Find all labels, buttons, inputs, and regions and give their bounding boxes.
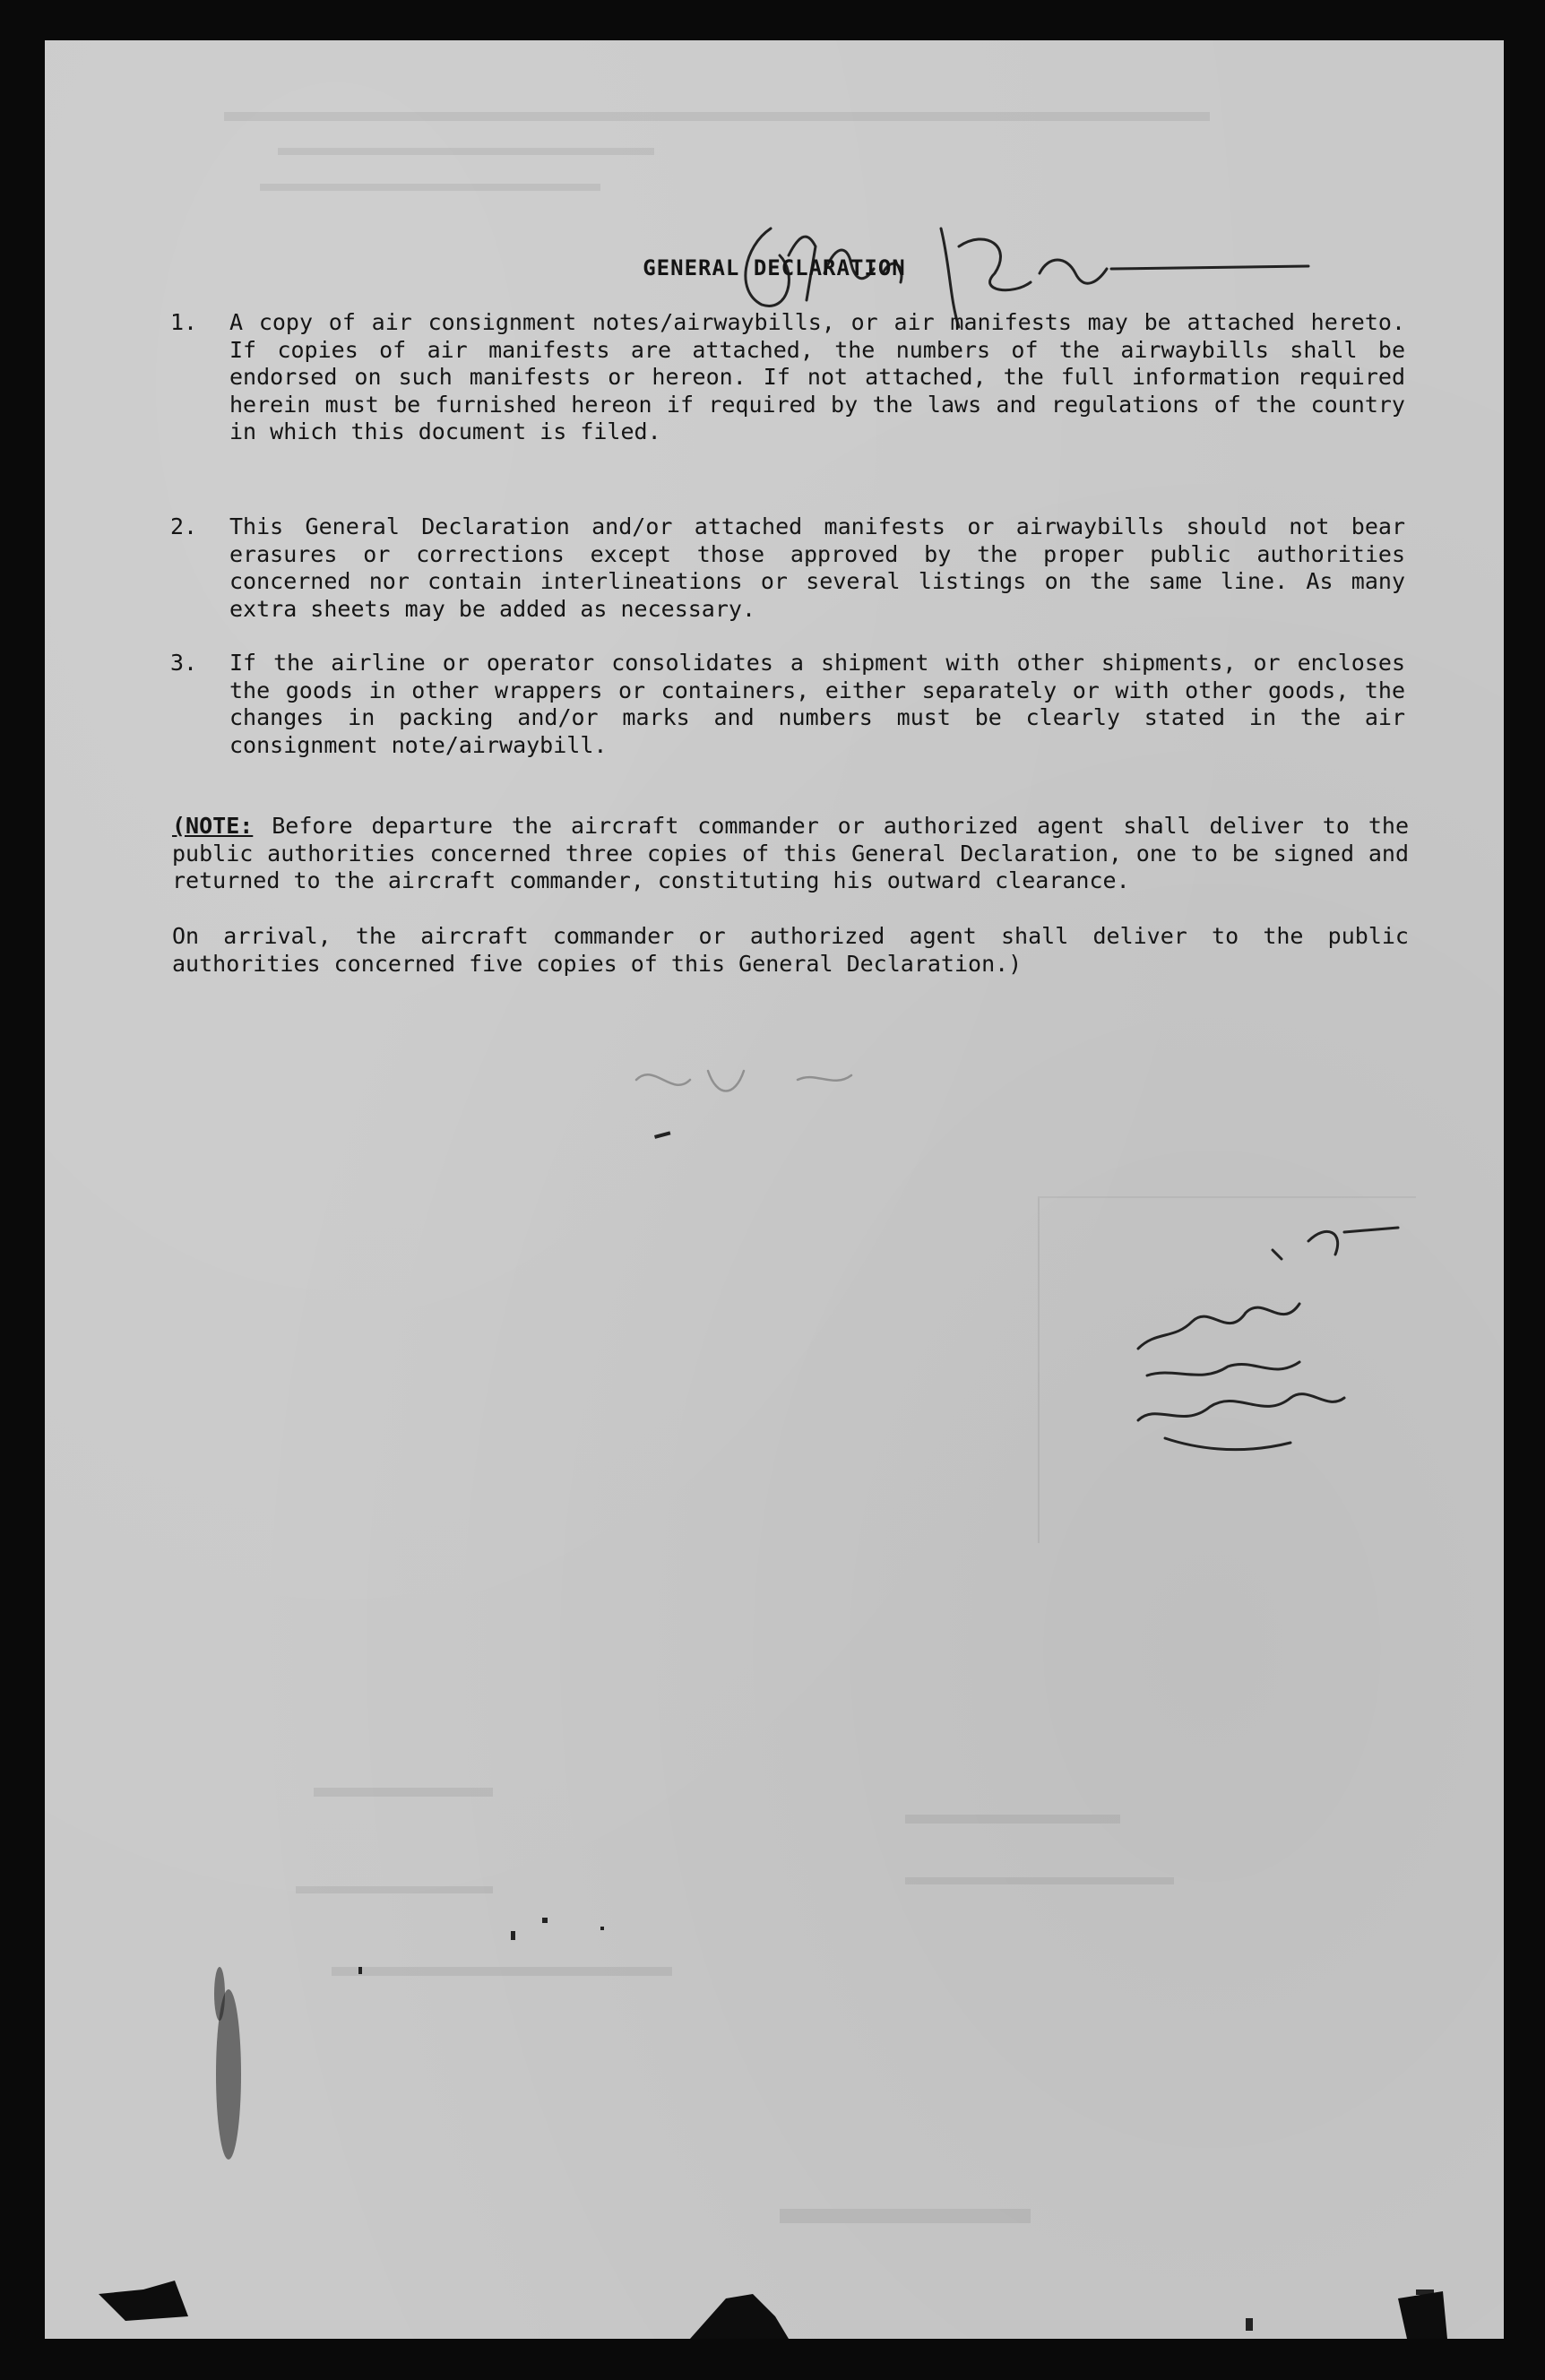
item-number: 2. [170,513,198,539]
note-text: Before departure the aircraft commander or authorized agent shall deliver to the public authorities concerned three copies of this General Declaration, one to be signed and returned to the aircraft commander, constituting his outward clearance. [172,813,1409,893]
item-number: 3. [170,650,198,676]
note-label: (NOTE: [172,813,254,839]
item-text: If the airline or operator consolidates a shipment with other shipments, or encloses the goods in other wrappers or containers, either separately or with other goods, the changes in packing and/or marks and numbers must be clearly stated in the air consignment note/airwaybill. [229,650,1405,758]
note-paragraph [172,813,1409,895]
arrival-paragraph: On arrival, the aircraft commander or authorized agent shall deliver to the public authorities concerned five copies of this General Declaration.) [172,923,1409,977]
show-through-handwriting [618,1044,905,1116]
item-text: A copy of air consignment notes/airwaybills, or air manifests may be attached hereto. If copies of air manifests are attached, the numbers of the airwaybills shall be endorsed on such manifests or hereon. If not attached, the full information required herein must be furnished hereon if required by the laws and regulations of the country in which this document is filed. [229,309,1405,444]
handwritten-notes-right [1057,1205,1434,1474]
item-number: 1. [170,309,198,335]
item-text: This General Declaration and/or attached manifests or airwaybills should not bear erasures or corrections except those approved by the proper public authorities concerned nor contain interlineations or several listings on the same line. As many extra sheets may be added as necessary. [229,513,1405,622]
document-page [45,40,1504,2339]
page-title: GENERAL DECLARATION [643,255,906,280]
